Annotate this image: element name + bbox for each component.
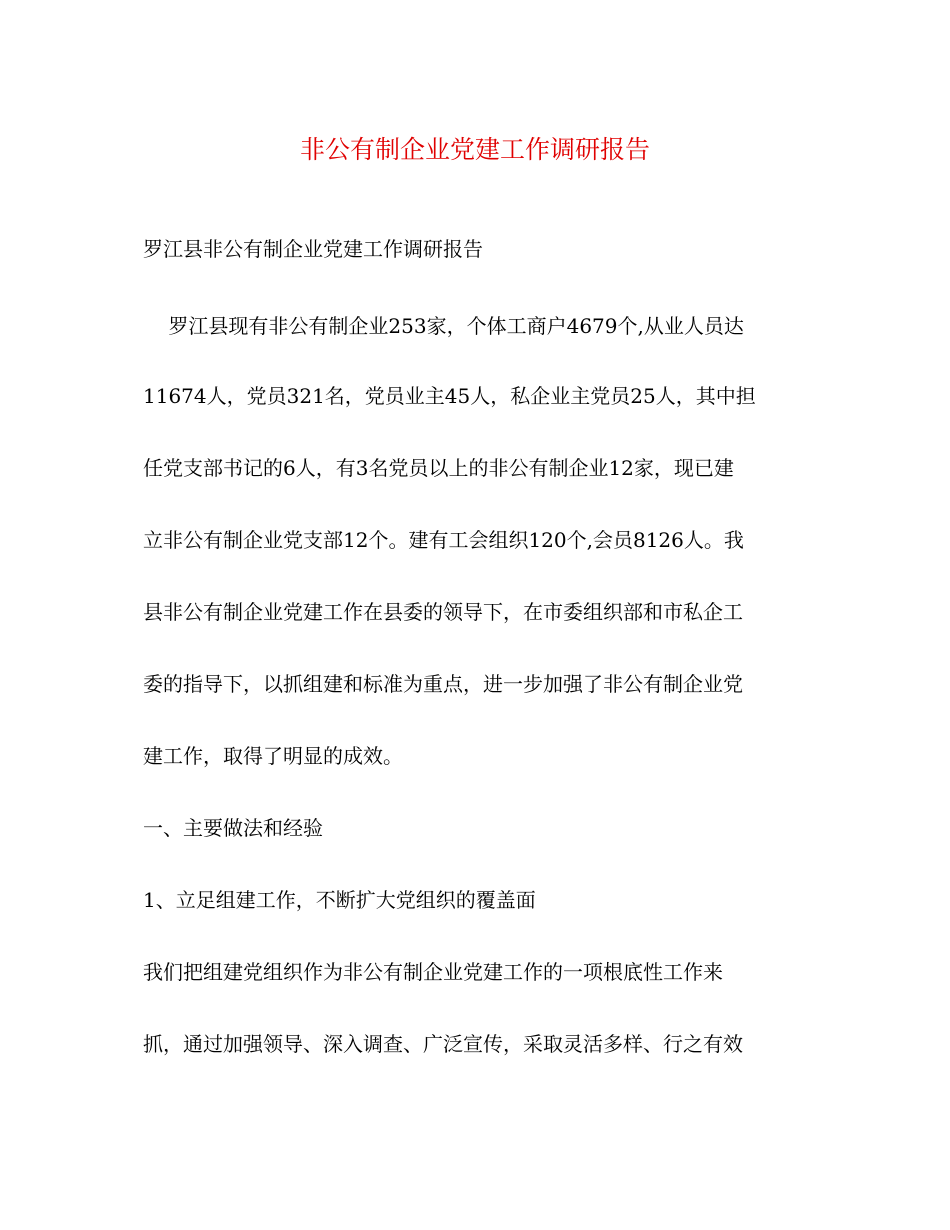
paragraph-line: 建工作，取得了明显的成效。 (143, 744, 403, 768)
paragraph-line: 委的指导下，以抓组建和标准为重点，进一步加强了非公有制企业党 (143, 672, 743, 696)
paragraph-line: 抓，通过加强领导、深入调查、广泛宣传，采取灵活多样、行之有效 (143, 1032, 743, 1056)
document-title: 非公有制企业党建工作调研报告 (299, 135, 650, 164)
paragraph-line: 县非公有制企业党建工作在县委的领导下，在市委组织部和市私企工 (143, 600, 743, 624)
paragraph-line: 我们把组建党组织作为非公有制企业党建工作的一项根底性工作来 (143, 960, 723, 984)
section-heading: 一、主要做法和经验 (143, 816, 323, 840)
subsection-heading: 1、立足组建工作，不断扩大党组织的覆盖面 (143, 888, 536, 912)
paragraph-line: 11674人，党员321名，党员业主45人，私企业主党员25人，其中担 (143, 384, 756, 408)
paragraph-line: 立非公有制企业党支部12个。建有工会组织120个,会员8126人。我 (143, 528, 744, 552)
subtitle-line: 罗江县非公有制企业党建工作调研报告 (143, 237, 483, 261)
paragraph-line: 任党支部书记的6人，有3名党员以上的非公有制企业12家，现已建 (143, 456, 734, 480)
paragraph-line: 罗江县现有非公有制企业253家，个体工商户4679个,从业人员达 (143, 314, 744, 338)
